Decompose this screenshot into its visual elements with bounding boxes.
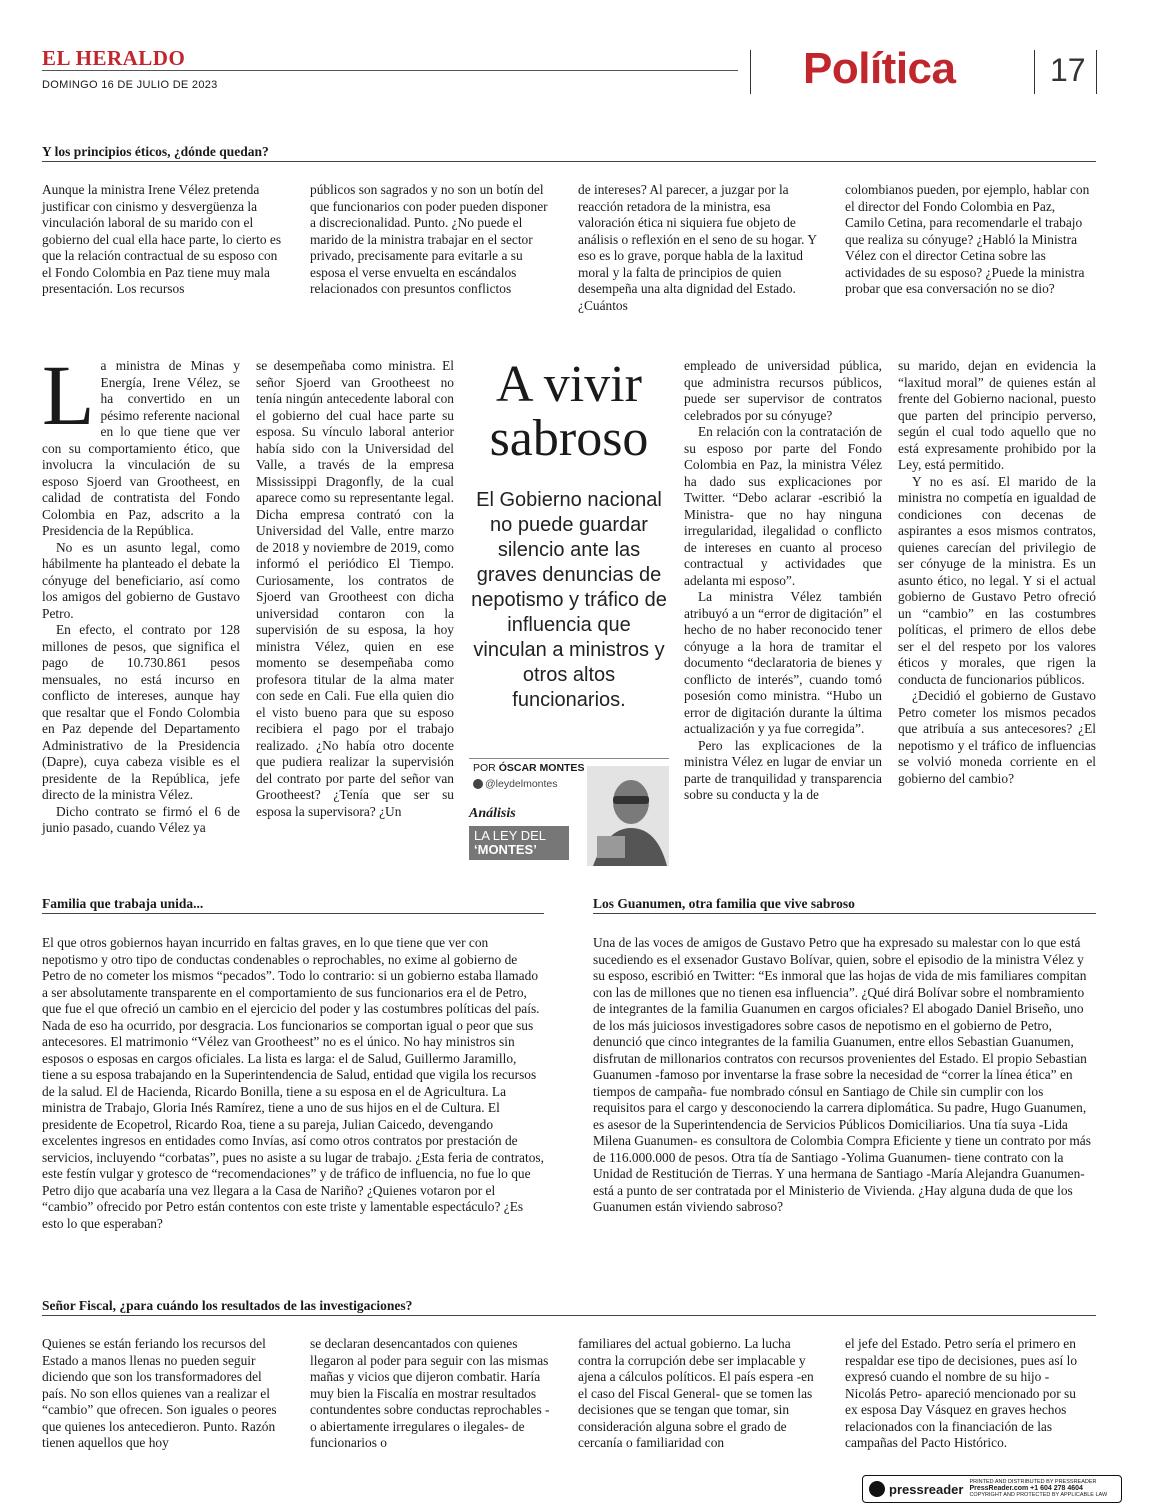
issue-date: DOMINGO 16 DE JULIO DE 2023 (42, 79, 218, 91)
top-subhead: Y los principios éticos, ¿dónde quedan? (42, 144, 269, 159)
main-column-1: L a ministra de Minas y Energía, Irene Vélez, se ha convertido en un pésimo referente nacional en lo que tiene que ver con su comportamiento ético, que involucra la vinculación de su esposo Sjoerd van Grootheest, en calidad de contratista del Fondo Colombia en Paz, adscrito a la Presidencia de la República. No es un asunto legal, como hábilmente ha planteado el debate la cónyuge del beneficiario, así como los amigos del gobierno de Gustavo Petro. En efecto, el contrato por 128 millones de pesos, que significa el pago de 10.730.861 pesos mensuales, no está incurso en conflicto de intereses, aunque hay que resaltar que el Fondo Colombia en Paz depende del Departamento Administrativo de la Presidencia (Dapre), cuya cabeza visible es el presidente de la República, jefe directo de la ministra Vélez. Dicho contrato se firmó el 6 de junio pasado, cuando Vélez ya (42, 347, 240, 835)
feature-block (469, 358, 669, 713)
feature-title: A vivir sabroso (489, 356, 649, 467)
main-column-4: su marido, dejan en evidencia la “laxitud moral” de quienes están al frente del Gobierno nacional, puesto que parten del principio perverso, según el cual todo aquello que no está expresamente prohibido por la Ley, está permitido. Y no es así. El marido de la ministra no competía en igualdad de condiciones con decenas de aspirantes a esos mismos contratos, quienes carecían del privilegio de ser cónyuge de la ministra. Es un asunto ético, no legal. Y si el actual gobierno de Gustavo Petro ofreció un “cambio” en las costumbres políticas, el primero de ellos debe ser el del respeto por los valores éticos y morales, que rigen la conducta de funcionarios públicos. ¿Decidió el gobierno de Gustavo Petro cometer los mismos pecados que atribuía a sus antecesores? ¿El nepotismo y el tráfico de influencias se volvió moneda corriente en el gobierno del cambio? (898, 358, 1096, 786)
bottom-column-1: Quienes se están feriando los recursos del Estado a manos llenas no pueden seguir diciendo que son los transformadores del país. No son ellos quienes van a realizar el “cambio” que ofrecen. Son iguales o peores que quienes los antecedieron. Punto. Razón tienen aquellos que hoy (42, 1336, 277, 1450)
top-rule (42, 161, 1096, 162)
top-column-4: colombianos pueden, por ejemplo, hablar con el director del Fondo Colombia en Paz, Camilo Cetina, para recomendarle el trabajo que realiza su cónyuge? ¿Habló la Ministra Vélez con el director Cetina sobre las actividades de su esposo? ¿Puede la ministra probar que esa conversación no se dio? (845, 182, 1090, 296)
right-subhead: Los Guanumen, otra familia que vive sabroso (593, 896, 855, 911)
right-rule (593, 913, 1096, 914)
author-portrait-icon (587, 766, 669, 866)
main-column-2: se desempeñaba como ministra. El señor Sjoerd van Grootheest no tenía ningún antecedente laboral con el gobierno del cual hace parte su esposa. Su vínculo laboral anterior había sido con la Universidad del Valle, a través de la empresa Mississippi Dragonfly, de la cual aparece como su representante legal. Dicha empresa contrató con la Universidad del Valle, entre marzo de 2018 y noviembre de 2019, como informó el periódico El Tiempo. Curiosamente, los contratos de Sjoerd van Grootheest con dicha universidad contaron con la supervisión de su esposa, la hoy ministra Vélez, quien en ese momento se desempeñaba como profesora titular de la alma mater con sede en Cali. Fue ella quien dio el visto bueno para que su esposo recibiera el pago por el trabajo realizado. ¿No había otro docente que pudiera realizar la supervisión del contrato por parte del señor van Grootheest? ¿Tenía que ser su esposa la supervisora? ¿Un (256, 358, 454, 819)
page-number: 17 (1050, 52, 1086, 88)
top-column-2: públicos son sagrados y no son un botín del que funcionarios con poder pueden disponer a discrecionalidad. Punto. ¿No puede el marido de la ministra trabajar en el sector privado, precisamente para evitarle a su esposa el verse envuelta en escándalos relacionados con presuntos conflictos (310, 182, 548, 296)
bottom-column-3: familiares del actual gobierno. La lucha contra la corrupción debe ser implacable y ajena a cálculos políticos. El país espera -en el caso del Fiscal General- que se tomen las decisiones que se tengan que tomar, sin consideración alguna sobre el grado de cercanía o familiaridad con (578, 1336, 814, 1450)
byline: POR ÓSCAR MONTES (473, 762, 585, 774)
section-title: Política (803, 44, 956, 93)
left-rule (42, 913, 544, 914)
header-rule (42, 70, 738, 71)
right-box-text: Una de las voces de amigos de Gustavo Petro que ha expresado su malestar con lo que está sucediendo es el exsenador Gustavo Bolívar, quien, sobre el episodio de la ministra Vélez y su esposo, escribió en Twitter: “Es inmoral que las hojas de vida de mis familiares compitan con las de millones que no tienen esa influencia”. ¿Qué dirá Bolívar sobre el nombramiento de integrantes de la familia Guanumen en cargos oficiales? El abogado Daniel Briseño, uno de los más juiciosos investigadores sobre casos de nepotismo en el gobierno de Petro, denunció que cinco integrantes de la familia Guanumen, entre ellos Sebastian Guanumen, disfrutan de millonarios contratos con recursos provenientes del Estado. El propio Sebastian Guanumen -famoso por inventarse la frase sobre la necesidad de “correr la línea ética” en tiempos de campaña- fue nombrado cónsul en Santiago de Chile sin cumplir con los requisitos para el cargo y desconociendo la carrera diplomática. Su padre, Hugo Guanumen, es asesor de la Superintendencia de Servicios Públicos Domiciliarios. Una tía suya -Lida Milena Guanumen- es consultora de Colombia Compra Eficiente y tiene un contrato por más de 116.000.000 de pesos. Otra tía de Santiago -Yolima Guanumen- tiene contrato con la Unidad de Restitución de Tierras. Y una hermana de Santiago -María Alejandra Guanumen- está a punto de ser contratada por el Ministerio de Vivienda. ¿Hay alguna duda de que los Guanumen están viviendo sabroso? (593, 935, 1091, 1214)
header-divider (1034, 50, 1035, 94)
analysis-label: Análisis (469, 806, 516, 821)
author-photo (587, 766, 669, 866)
main-column-3: empleado de universidad pública, que administra recursos públicos, puede ser supervisor de contratos celebrados por su cónyuge? En relación con la contratación de su esposo por parte del Fondo Colombia en Paz, la ministra Vélez ha dado sus explicaciones por Twitter. “Debo aclarar -escribió la Ministra- que no hay ninguna irregularidad, ilegalidad o conflicto de intereses en cuanto al proceso contractual y actividades que adelanta mi esposo”. La ministra Vélez también atribuyó a un “error de digitación” el hecho de no haber reconocido tener cónyuge a la hora de tramitar el documento “declaratoria de bienes y conflicto de interés”, cuando tomó posesión como ministra. “Hubo un error de digitación durante la última actualización y ya fue corregida”. Pero las explicaciones de la ministra Vélez en lugar de enviar un parte de tranquilidad y transparencia sobre su conducta y la de (684, 358, 882, 802)
bottom-column-4: el jefe del Estado. Petro sería el primero en respaldar ese tipo de decisiones, pues así lo expresó cuando el nombre de su hijo -Nicolás Petro- apareció mencionado por su ex esposa Day Vásquez en graves hechos relacionados con la financiación de las campañas del Pacto Histórico. (845, 1336, 1078, 1450)
twitter-icon (473, 779, 483, 789)
pressreader-notice: PRINTED AND DISTRIBUTED BY PRESSREADER PressReader.com +1 604 278 4604 COPYRIGHT AND PROTECTED BY APPLICABLE LAW (969, 1479, 1108, 1499)
masthead: EL HERALDO (42, 46, 186, 70)
author-box (469, 758, 669, 866)
drop-cap: L (42, 347, 95, 443)
author-handle: @leydelmontes (473, 778, 558, 790)
top-column-3: de intereses? Al parecer, a juzgar por la reacción retadora de la ministra, esa valoración ética ni siquiera fue objeto de análisis o reflexión en el seno de su hogar. Y eso es lo grave, porque habla de la laxitud moral y la falta de principios de quien desempeña una alta dignidad del Estado. ¿Cuántos (578, 182, 817, 313)
top-column-1: Aunque la ministra Irene Vélez pretenda justificar con cinismo y desvergüenza la vinculación laboral de su marido con el gobierno del cual ella hace parte, lo cierto es que la relación contractual de su esposo con el Fondo Colombia en Paz tiene muy mala presentación. Los recursos (42, 182, 282, 296)
pressreader-logo-icon (869, 1481, 885, 1497)
bottom-column-2: se declaran desencantados con quienes llegaron al poder para seguir con las mismas mañas y vicios que dijeron combatir. Haría muy bien la Fiscalía en mostrar resultados contundentes sobre conductas reprochables -o abiertamente irregulares o ilegales- de funcionarios o (310, 1336, 550, 1450)
bottom-rule (42, 1315, 1096, 1316)
feature-deck: El Gobierno nacional no puede guardar silencio ante las graves denuncias de nepotismo y tráfico de influencia que vinculan a ministros y otros altos funcionarios. (471, 489, 667, 711)
left-subhead: Familia que trabaja unida... (42, 896, 204, 911)
pressreader-badge[interactable] (862, 1475, 1122, 1503)
left-box-text: El que otros gobiernos hayan incurrido en faltas graves, en lo que tiene que ver con nepotismo y otro tipo de conductas condenables o reprochables, no exime al gobierno de Petro de no cometer los mismos “pecados”. Todo lo contrario: si un gobierno estaba llamado a ser absolutamente transparente en el comportamiento de sus funcionarios era el de Petro, que fue el que ofreció un cambio en el ejercicio del poder y las costumbres políticas del país. Nada de eso ha ocurrido, por desgracia. Los funcionarios se comportan igual o peor que sus antecesores. El matrimonio “Vélez van Grootheest” no es el único. No hay ministros sin esposos o esposas en cargos oficiales. La lista es larga: el de Salud, Guillermo Jaramillo, tiene a su esposa trabajando en la Superintendencia de Salud, entidad que vigila los recursos de la salud. El de Hacienda, Ricardo Bonilla, tiene a su esposa en el de Agricultura. La ministra de Trabajo, Gloria Inés Ramírez, tiene a uno de sus hijos en el de Cultura. El presidente de Ecopetrol, Ricardo Roa, tiene a su pareja, Julian Caicedo, devengando excelentes ingresos en entidades como Invías, así como otros contratos por prestación de servicios, incluyendo “corbatas”, pues no asiste a su lugar de trabajo. ¿Esta feria de contratos, este festín vulgar y grotesco de “recomendaciones” y de tráfico de influencia, no fue lo que Petro dijo que acabaría una vez llegara a la Casa de Nariño? ¿Quienes votaron por el “cambio” ofrecido por Petro están contentos con este triste y lamentable espectáculo? ¿Es esto lo que esperaban? (42, 935, 544, 1231)
author-rule (469, 758, 669, 759)
header-divider (750, 50, 751, 94)
pressreader-brand: pressreader (889, 1481, 964, 1497)
column-name-badge: LA LEY DEL ‘MONTES’ (469, 826, 569, 860)
bottom-subhead: Señor Fiscal, ¿para cuándo los resultados de las investigaciones? (42, 1298, 413, 1313)
header-divider (1096, 50, 1097, 94)
